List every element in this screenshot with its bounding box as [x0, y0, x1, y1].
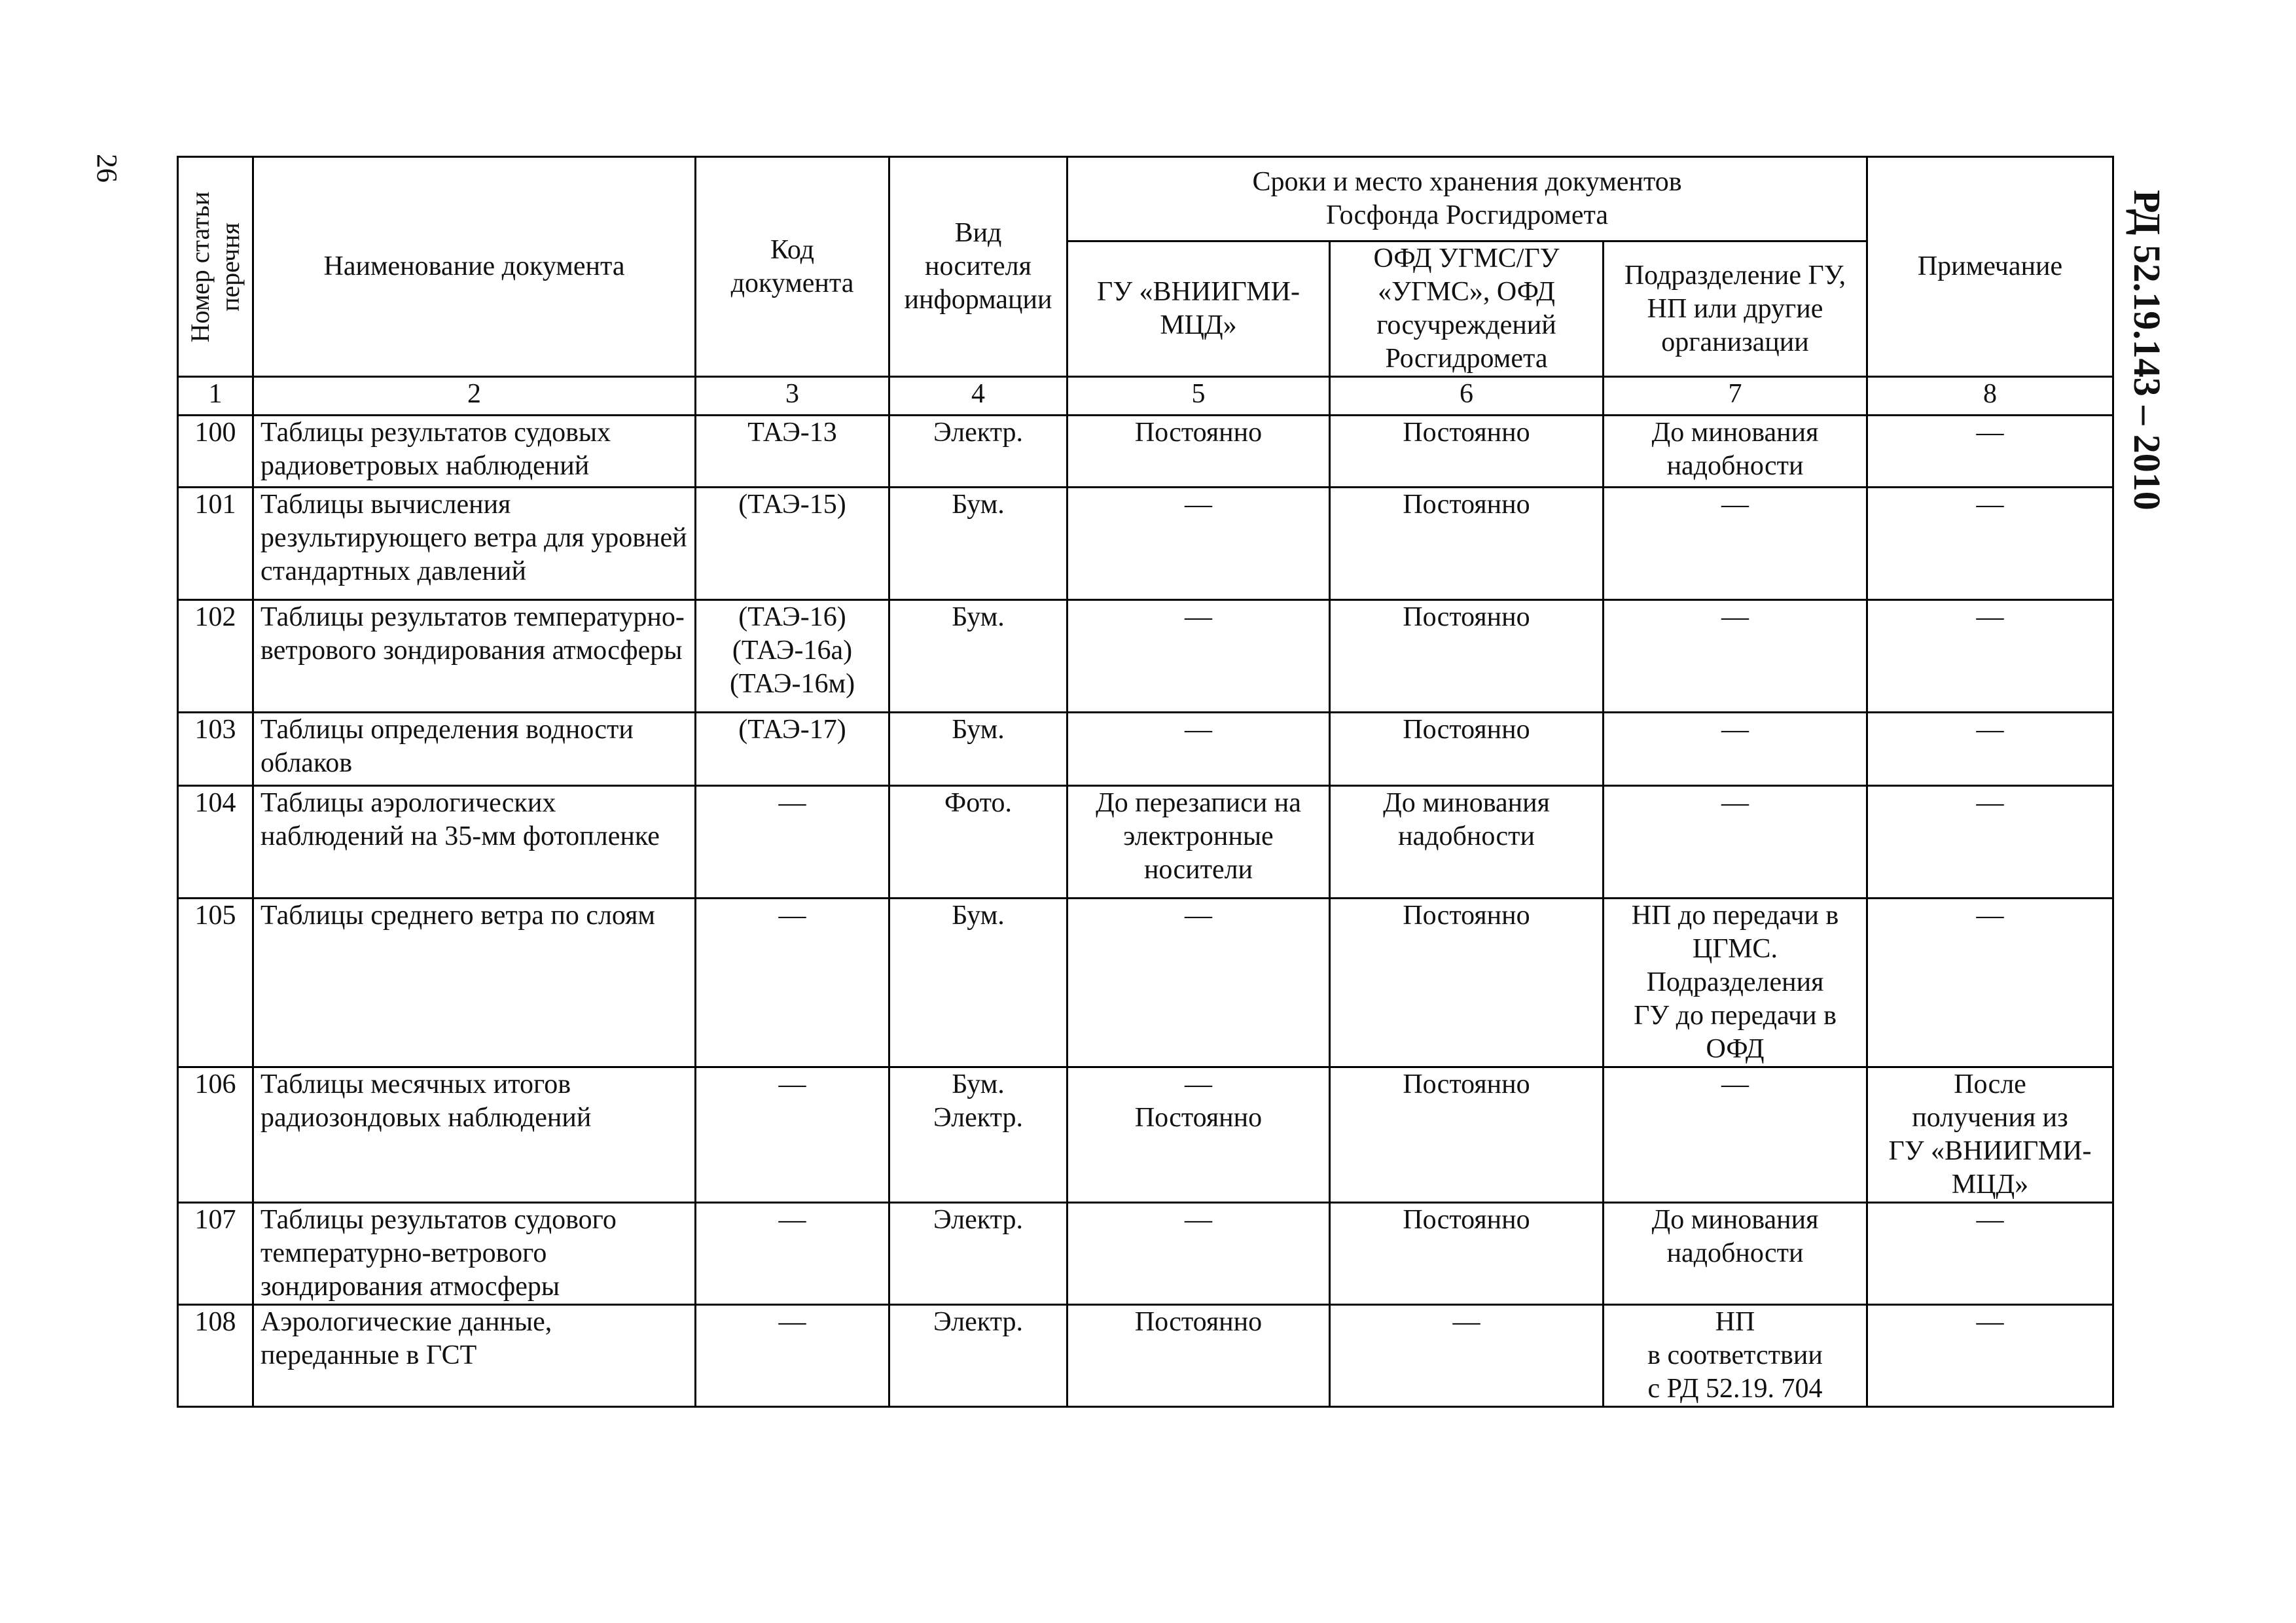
ofd-storage: Постоянно [1330, 600, 1604, 713]
document-code: — [696, 899, 889, 1067]
media-type: Бум. [889, 899, 1067, 1067]
division-storage: — [1604, 1067, 1867, 1203]
header-division: Подразделение ГУ, НП или другие организации [1604, 241, 1867, 377]
document-code: (ТАЭ-15) [696, 488, 889, 600]
table-row [178, 1203, 2113, 1305]
ofd-storage: Постоянно [1330, 1203, 1604, 1305]
document-name: Таблицы результатов судового температурно-ветрового зондирования атмосферы [253, 1203, 696, 1305]
column-number: 2 [253, 377, 696, 416]
division-storage: НП до передачи в ЦГМС. Подразделения ГУ до передачи в ОФД [1604, 899, 1867, 1067]
ofd-storage: — [1330, 1305, 1604, 1407]
document-name: Таблицы результатов температурно-ветрового зондирования атмосферы [253, 600, 696, 713]
gu-storage: — [1067, 600, 1330, 713]
division-storage: — [1604, 600, 1867, 713]
document-name: Таблицы месячных итогов радиозондовых наблюдений [253, 1067, 696, 1203]
row-number: 100 [178, 416, 253, 488]
ofd-storage: Постоянно [1330, 713, 1604, 786]
table-row [178, 416, 2113, 488]
header-ofd-ugms: ОФД УГМС/ГУ «УГМС», ОФД госучреждений Росгидромета [1330, 241, 1604, 377]
row-number: 101 [178, 488, 253, 600]
column-number: 5 [1067, 377, 1330, 416]
column-number: 7 [1604, 377, 1867, 416]
column-number: 6 [1330, 377, 1604, 416]
table-row [178, 1305, 2113, 1407]
table-row [178, 488, 2113, 600]
header-note: Примечание [1867, 157, 2113, 377]
media-type: Фото. [889, 786, 1067, 899]
document-code: ТАЭ-13 [696, 416, 889, 488]
header-document-code: Код документа [696, 157, 889, 377]
row-number: 105 [178, 899, 253, 1067]
note: — [1867, 713, 2113, 786]
ofd-storage: Постоянно [1330, 899, 1604, 1067]
records-retention-table [177, 156, 2114, 1408]
header-article-number-text: Номер статьи перечня [185, 191, 245, 342]
table-row [178, 786, 2113, 899]
media-type: Бум. [889, 488, 1067, 600]
row-number: 108 [178, 1305, 253, 1407]
row-number: 107 [178, 1203, 253, 1305]
division-storage: До минования надобности [1604, 1203, 1867, 1305]
table-row [178, 1067, 2113, 1203]
header-document-name: Наименование документа [253, 157, 696, 377]
note: — [1867, 416, 2113, 488]
page-number: 26 [91, 154, 123, 183]
header-article-number [178, 157, 253, 377]
column-number: 1 [178, 377, 253, 416]
document-code: — [696, 1067, 889, 1203]
gu-storage: — [1067, 713, 1330, 786]
table-row [178, 600, 2113, 713]
document-name: Аэрологические данные, переданные в ГСТ [253, 1305, 696, 1407]
header-gu-vniigmi: ГУ «ВНИИГМИ- МЦД» [1067, 241, 1330, 377]
media-type: Бум. [889, 713, 1067, 786]
document-name: Таблицы аэрологических наблюдений на 35-мм фотопленке [253, 786, 696, 899]
media-type: Электр. [889, 416, 1067, 488]
table-row [178, 713, 2113, 786]
document-code: — [696, 786, 889, 899]
ofd-storage: Постоянно [1330, 1067, 1604, 1203]
division-storage: — [1604, 713, 1867, 786]
column-number: 4 [889, 377, 1067, 416]
note: — [1867, 1305, 2113, 1407]
gu-storage: Постоянно [1067, 1305, 1330, 1407]
media-type: Бум. Электр. [889, 1067, 1067, 1203]
gu-storage: — Постоянно [1067, 1067, 1330, 1203]
gu-storage: Постоянно [1067, 416, 1330, 488]
column-numbers-row [178, 377, 2113, 416]
document-name: Таблицы среднего ветра по слоям [253, 899, 696, 1067]
note: — [1867, 1203, 2113, 1305]
document-name: Таблицы определения водности облаков [253, 713, 696, 786]
note: После получения из ГУ «ВНИИГМИ- МЦД» [1867, 1067, 2113, 1203]
gu-storage: — [1067, 899, 1330, 1067]
document-name: Таблицы вычисления результирующего ветра для уровней стандартных давлений [253, 488, 696, 600]
document-name: Таблицы результатов судовых радиоветровых наблюдений [253, 416, 696, 488]
gu-storage: — [1067, 1203, 1330, 1305]
document-code: — [696, 1305, 889, 1407]
column-number: 3 [696, 377, 889, 416]
note: — [1867, 488, 2113, 600]
division-storage: До минования надобности [1604, 416, 1867, 488]
media-type: Электр. [889, 1203, 1067, 1305]
media-type: Электр. [889, 1305, 1067, 1407]
division-storage: — [1604, 488, 1867, 600]
row-number: 106 [178, 1067, 253, 1203]
document-code: РД 52.19.143 – 2010 [2126, 190, 2168, 510]
row-number: 104 [178, 786, 253, 899]
note: — [1867, 600, 2113, 713]
division-storage: НП в соответствии с РД 52.19. 704 [1604, 1305, 1867, 1407]
ofd-storage: Постоянно [1330, 488, 1604, 600]
note: — [1867, 786, 2113, 899]
ofd-storage: Постоянно [1330, 416, 1604, 488]
gu-storage: — [1067, 488, 1330, 600]
media-type: Бум. [889, 600, 1067, 713]
table-row [178, 899, 2113, 1067]
header-storage-group: Сроки и место хранения документов Госфонда Росгидромета [1067, 157, 1867, 241]
document-code: (ТАЭ-16) (ТАЭ-16а) (ТАЭ-16м) [696, 600, 889, 713]
division-storage: — [1604, 786, 1867, 899]
row-number: 102 [178, 600, 253, 713]
header-media-type: Вид носителя информации [889, 157, 1067, 377]
document-code: (ТАЭ-17) [696, 713, 889, 786]
note: — [1867, 899, 2113, 1067]
ofd-storage: До минования надобности [1330, 786, 1604, 899]
row-number: 103 [178, 713, 253, 786]
document-code: — [696, 1203, 889, 1305]
column-number: 8 [1867, 377, 2113, 416]
gu-storage: До перезаписи на электронные носители [1067, 786, 1330, 899]
